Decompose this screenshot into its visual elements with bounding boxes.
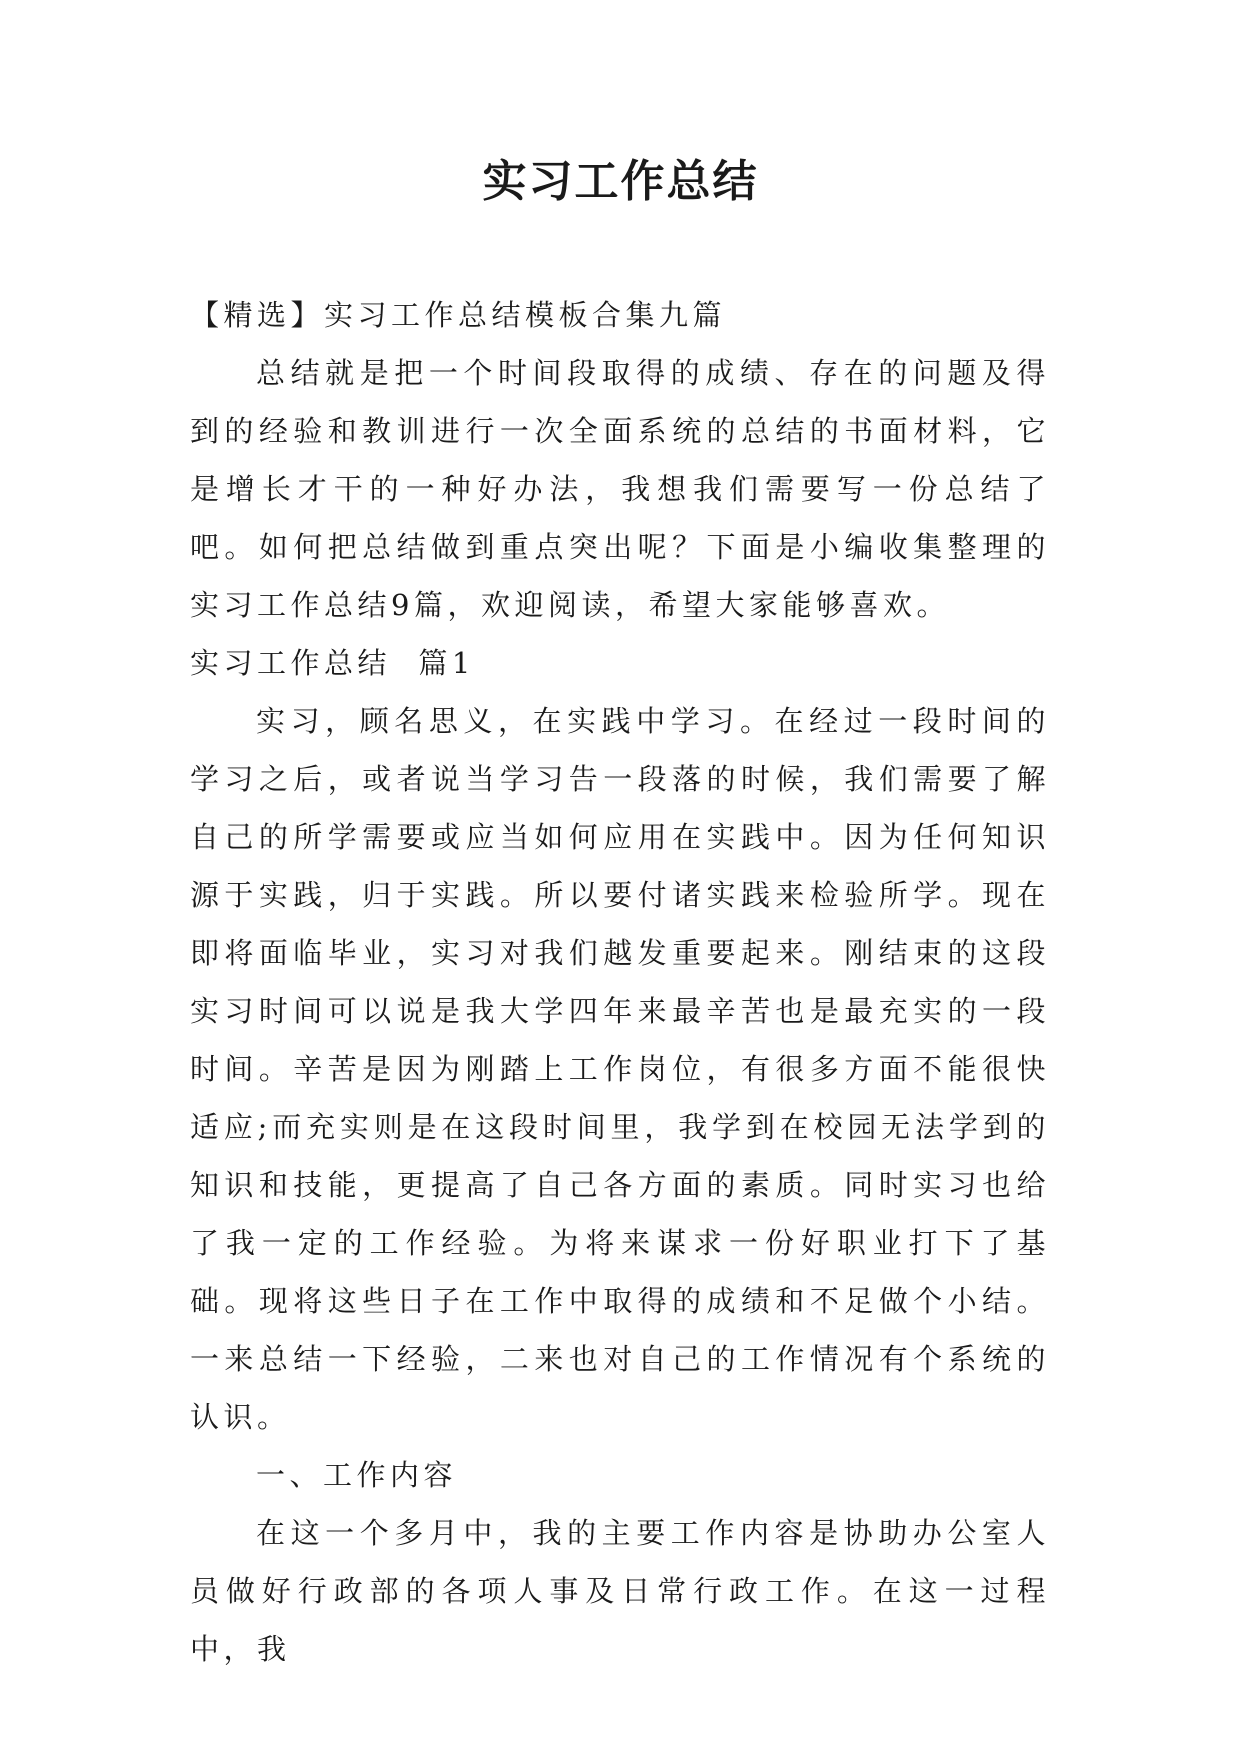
section-heading: 实习工作总结 篇1 (190, 646, 475, 680)
document-subtitle: 【精选】实习工作总结模板合集九篇 (190, 298, 727, 332)
body-paragraph: 实习，顾名思义，在实践中学习。在经过一段时间的学习之后，或者说当学习告一段落的时候，我们需要了解自己的所学需要或应当如何应用在实践中。因为任何知识源于实践，归于实践。所以要付诸实践来检验所学。现在即将面临毕业，实习对我们越发重要起来。刚结束的这段实习时间可以说是我大学四年来最辛苦也是最充实的一段时间。辛苦是因为刚踏上工作岗位，有很多方面不能很快适应;而充实则是在这段时间里，我学到在校园无法学到的知识和技能，更提高了自己各方面的素质。同时实习也给了我一定的工作经验。为将来谋求一份好职业打下了基础。现将这些日子在工作中取得的成绩和不足做个小结。一来总结一下经验，二来也对自己的工作情况有个系统的认识。 (190, 704, 1050, 1434)
body-paragraph: 在这一个多月中，我的主要工作内容是协助办公室人员做好行政部的各项人事及日常行政工作。在这一过程中，我 (190, 1516, 1050, 1666)
document-title: 实习工作总结 (482, 156, 759, 207)
intro-paragraph: 总结就是把一个时间段取得的成绩、存在的问题及得到的经验和教训进行一次全面系统的总结的书面材料，它是增长才干的一种好办法，我想我们需要写一份总结了吧。如何把总结做到重点突出呢？下面是小编收集整理的实习工作总结9篇，欢迎阅读，希望大家能够喜欢。 (190, 356, 1050, 622)
subheading: 一、工作内容 (256, 1458, 458, 1492)
document-body (190, 286, 1050, 1678)
